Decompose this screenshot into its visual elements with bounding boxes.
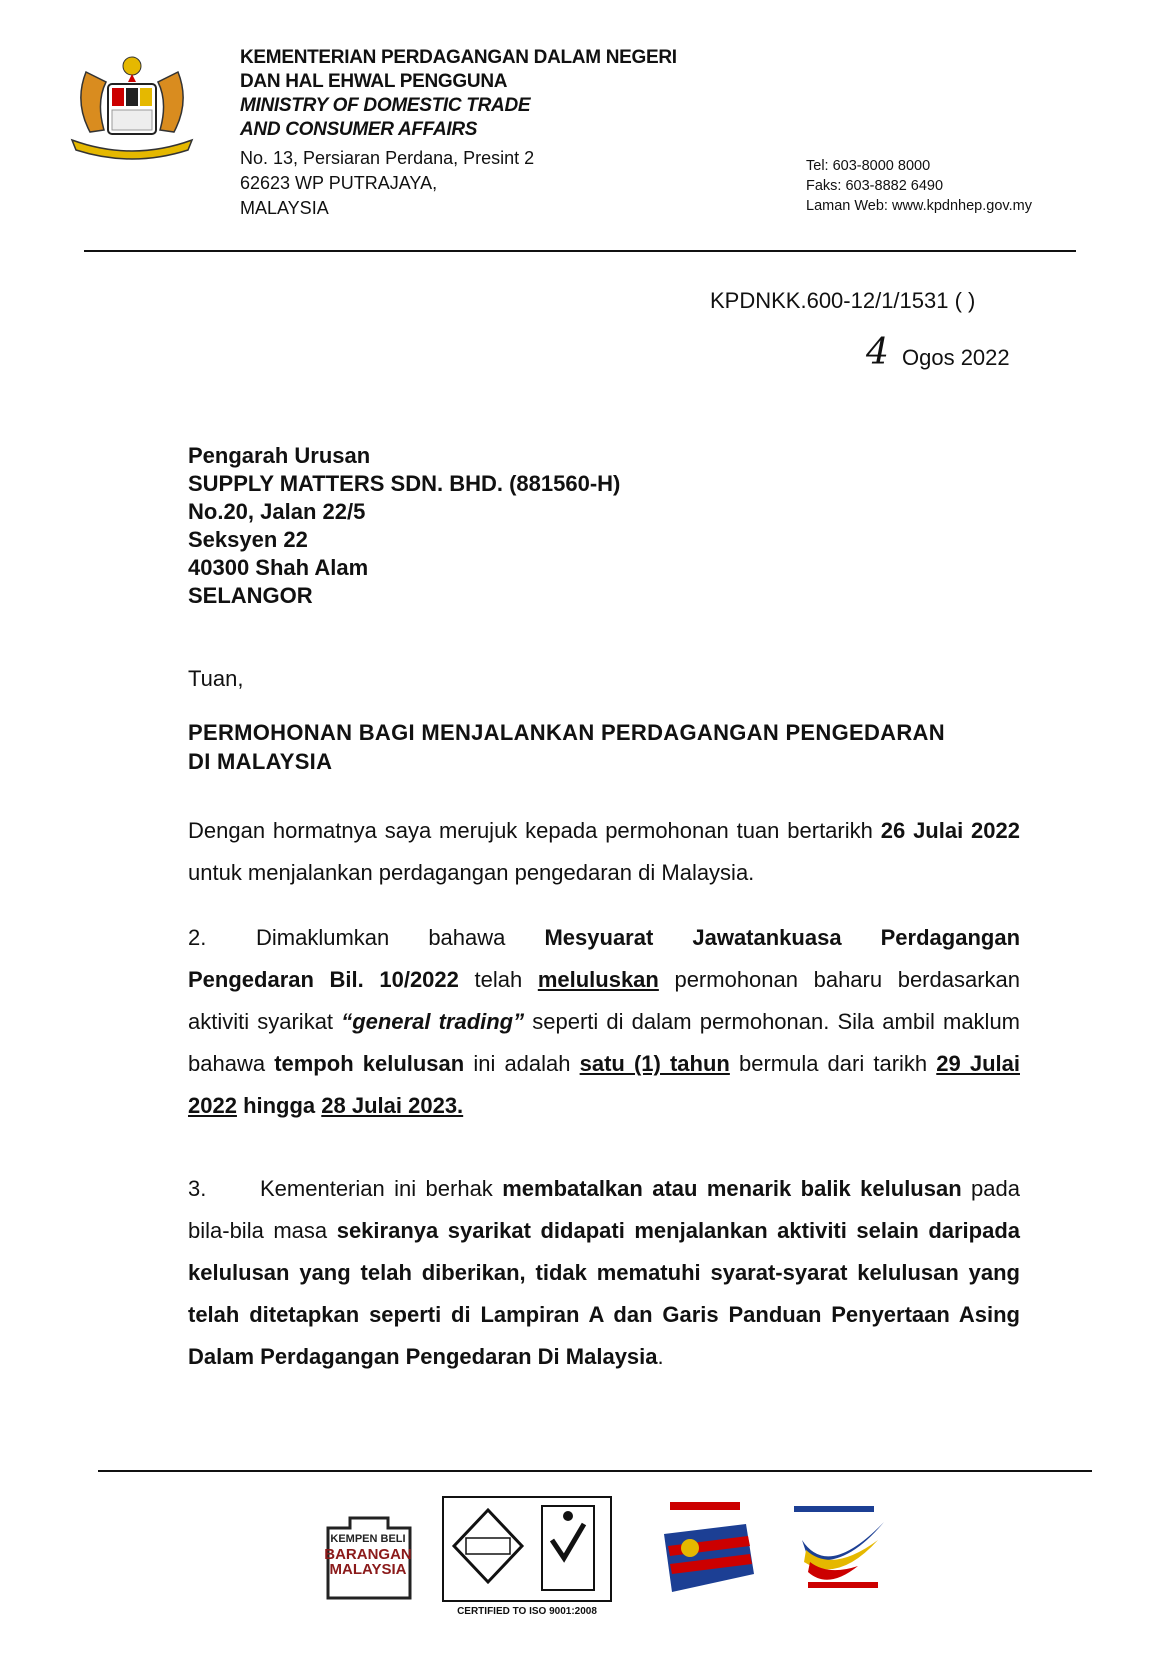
salutation: Tuan,	[188, 666, 244, 691]
subject	[188, 718, 1020, 776]
para2-text2: telah	[458, 967, 538, 992]
para2-duration: satu (1) tahun	[579, 1051, 730, 1076]
para3-conditions: sekiranya syarikat didapati menjalankan aktiviti selain daripada kelulusan yang telah diberikan, tidak mematuhi syarat-syarat kelulusan yang telah ditetapkan seperti di Lampiran A dan Garis Panduan Penyertaan Asing Dalam Perdagangan Pengedaran Di Malaysia	[188, 1218, 1021, 1369]
para2-until: hingga	[236, 1093, 322, 1118]
para3-number: 3.	[188, 1176, 207, 1201]
paragraph-2	[188, 917, 1020, 1127]
footer-divider	[98, 1470, 1092, 1472]
para2-activity: “general trading”	[341, 1009, 525, 1034]
para3-text2: pada bila-bila masa	[188, 1176, 1020, 1243]
kempen-line1: KEMPEN BELI	[330, 1533, 406, 1545]
para3-revoke: membatalkan atau menarik balik kelulusan	[502, 1176, 962, 1201]
address-line2: 62623 WP PUTRAJAYA,	[240, 173, 438, 193]
para3-text3: .	[657, 1344, 664, 1369]
para2-text3: permohonan baharu	[658, 967, 898, 992]
para2-text7: bermula dari tarikh	[729, 1051, 937, 1076]
para3-text1: Kementerian ini berhak	[260, 1176, 503, 1201]
kempen-beli-text	[312, 1532, 424, 1577]
recipient-line2: SUPPLY MATTERS SDN. BHD. (881560-H)	[188, 471, 621, 496]
ministry-ms-line2: DAN HAL EHWAL PENGGUNA	[240, 71, 508, 92]
iso-certification-text: CERTIFIED TO ISO 9001:2008	[457, 1606, 597, 1617]
date-month-year: Ogos 2022	[902, 345, 1010, 370]
para2-approved: meluluskan	[537, 967, 659, 992]
para2-text1: Dimaklumkan bahawa	[256, 925, 545, 950]
para2-start-date: 29 Julai 2022	[188, 1051, 1020, 1118]
para2-number: 2.	[188, 925, 207, 950]
para2-period-label: tempoh kelulusan	[274, 1051, 465, 1076]
reference-number: KPDNKK.600-12/1/1531 ( )	[710, 288, 976, 313]
para2-text4: berdasarkan aktiviti syarikat	[188, 967, 1021, 1034]
address-line3: MALAYSIA	[240, 198, 329, 218]
para1-text1: Dengan hormatnya saya merujuk kepada permohonan tuan bertarikh	[188, 818, 881, 843]
para1-text2: untuk menjalankan perdagangan pengedaran di Malaysia.	[188, 860, 755, 885]
ministry-ms-line1: KEMENTERIAN PERDAGANGAN DALAM NEGERI	[240, 47, 677, 68]
paragraph-3	[188, 1168, 1020, 1378]
website: Laman Web: www.kpdnhep.gov.my	[806, 198, 1032, 214]
para2-end-date: 28 Julai 2023.	[321, 1093, 464, 1118]
recipient-line1: Pengarah Urusan	[188, 443, 371, 468]
iso-certification-box	[442, 1496, 612, 1602]
ukas-logo-icon	[536, 1500, 600, 1596]
ministry-address	[240, 146, 534, 221]
header-divider	[84, 250, 1076, 252]
kempen-line3: MALAYSIA	[329, 1561, 407, 1578]
recipient-line4: Seksyen 22	[188, 527, 308, 552]
ministry-name	[240, 46, 677, 142]
ministry-en-line1: MINISTRY OF DOMESTIC TRADE	[240, 95, 531, 116]
kempen-line2: BARANGAN	[324, 1546, 412, 1563]
ministry-contact	[806, 156, 1032, 216]
recipient-address	[188, 442, 620, 610]
quality-system-logo-icon	[448, 1500, 528, 1596]
beli-barangan-malaysia-logo-icon	[788, 1500, 898, 1600]
suara-pengguna-logo-icon	[650, 1494, 760, 1604]
para1-date: 26 Julai 2022	[880, 818, 1020, 843]
subject-line2: DI MALAYSIA	[188, 749, 333, 774]
date-day-handwritten: 4	[866, 332, 889, 373]
malaysia-coat-of-arms-icon	[68, 52, 196, 162]
paragraph-1	[188, 810, 1020, 894]
recipient-line3: No.20, Jalan 22/5	[188, 499, 366, 524]
tel: Tel: 603-8000 8000	[806, 158, 931, 174]
recipient-line5: 40300 Shah Alam	[188, 555, 369, 580]
subject-line1: PERMOHONAN BAGI MENJALANKAN PERDAGANGAN PENGEDARAN	[188, 720, 945, 745]
para2-text6: ini adalah	[464, 1051, 580, 1076]
fax: Faks: 603-8882 6490	[806, 178, 944, 194]
para2-text5: seperti di dalam permohonan. Sila ambil maklum bahawa	[188, 1009, 1020, 1076]
address-line1: No. 13, Persiaran Perdana, Presint 2	[240, 148, 535, 168]
ministry-en-line2: AND CONSUMER AFFAIRS	[240, 119, 478, 140]
para2-meeting: Mesyuarat Jawatankuasa Perdagangan Pengedaran Bil. 10/2022	[188, 925, 1021, 992]
recipient-line6: SELANGOR	[188, 583, 313, 608]
